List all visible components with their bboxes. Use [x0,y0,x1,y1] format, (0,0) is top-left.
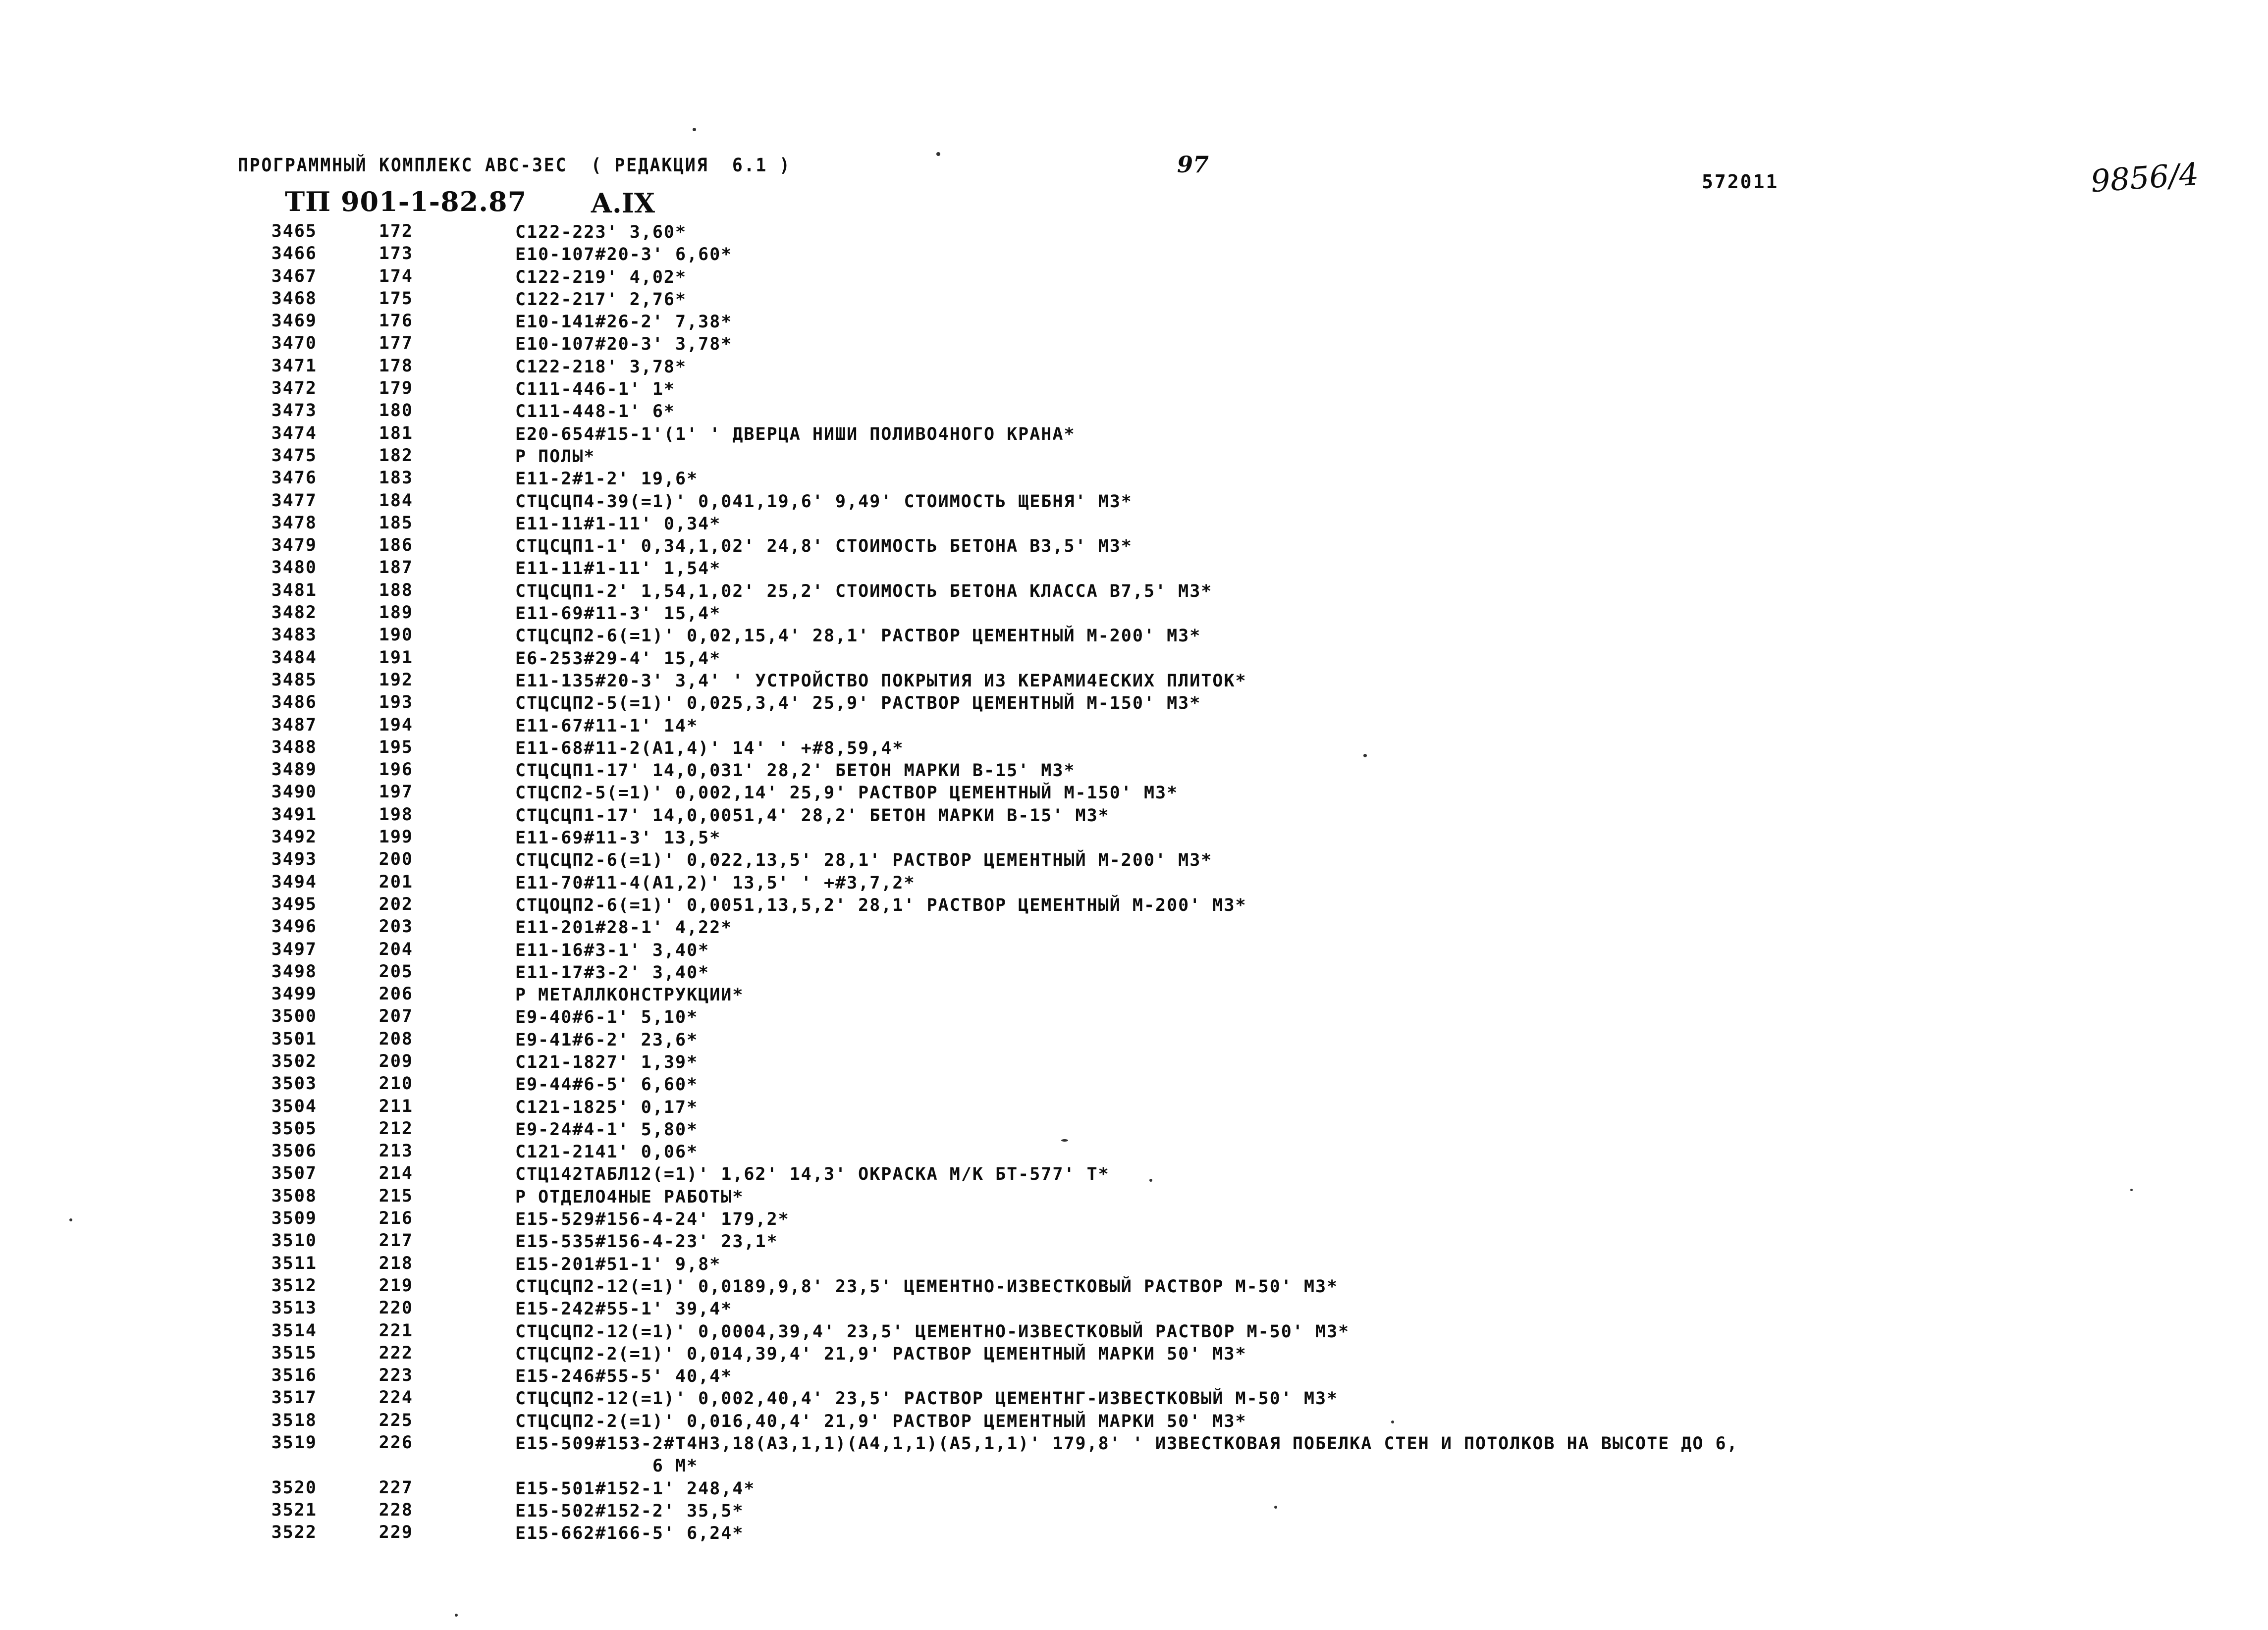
row-text: Е11-2#1-2' 19,6* [515,469,699,489]
program-header [238,155,791,176]
row-line-number: 3488 [271,737,317,757]
row-item-number: 209 [378,1051,413,1071]
scan-speck [1061,1139,1068,1142]
row-line-number: 3500 [271,1006,317,1027]
row-text: Е11-16#3-1' 3,40* [515,940,710,960]
row-text: Е11-67#11-1' 14* [515,716,699,736]
row-text: С122-219' 4,02* [515,267,687,287]
row-text: СТЦСЦП1-17' 14,0,0051,4' 28,2' БЕТОН МАРКИ В-15' М3* [515,805,1110,826]
scan-speck [1391,1420,1394,1423]
row-text: Е9-41#6-2' 23,6* [515,1030,699,1050]
row-item-number: 190 [378,625,413,645]
row-item-number: 189 [378,603,413,623]
row-text: Е10-107#20-3' 6,60* [515,245,733,265]
row-item-number: 198 [378,804,413,825]
row-item-number: 192 [378,670,413,690]
row-item-number: 173 [378,244,413,264]
row-line-number: 3474 [271,423,317,443]
row-item-number: 219 [378,1275,413,1296]
handwritten-sheet-mark: 9856/4 [2089,156,2200,200]
row-item-number: 215 [378,1186,413,1206]
row-line-number: 3487 [271,715,317,735]
row-line-number: 3502 [271,1051,317,1071]
row-item-number: 185 [378,513,413,533]
row-text: СТЦОЦП2-6(=1)' 0,0051,13,5,2' 28,1' РАСТВОР ЦЕМЕНТНЫЙ М-200' М3* [515,895,1247,915]
row-item-number: 229 [378,1523,413,1543]
row-text: СТЦСЦП1-1' 0,34,1,02' 24,8' СТОИМОСТЬ БЕТОНА В3,5' М3* [515,536,1133,557]
row-item-number: 227 [378,1477,413,1498]
row-text: Р МЕТАЛЛКОНСТРУКЦИИ* [515,985,744,1005]
row-text: Е20-654#15-1'(1' ' ДВЕРЦА НИШИ ПОЛИВО4НОГО КРАНА* [515,424,1076,444]
row-text: СТЦСЦП2-5(=1)' 0,025,3,4' 25,9' РАСТВОР ЦЕМЕНТНЫЙ М-150' М3* [515,693,1201,714]
row-line-number: 3497 [271,939,317,959]
row-text: Е9-24#4-1' 5,80* [515,1119,699,1140]
row-item-number: 200 [378,849,413,870]
row-text: Р ОТДЕЛО4НЫЕ РАБОТЫ* [515,1187,744,1207]
row-item-number: 212 [378,1118,413,1139]
row-line-number: 3504 [271,1096,317,1116]
row-line-number: 3515 [271,1343,317,1363]
row-text: С111-446-1' 1* [515,379,676,400]
row-item-number: 223 [378,1366,413,1386]
scan-speck [455,1614,458,1617]
row-line-number: 3491 [271,804,317,825]
row-line-number: 3501 [271,1029,317,1049]
row-text: Е11-69#11-3' 15,4* [515,604,721,624]
scan-speck [936,152,940,156]
row-line-number: 3494 [271,872,317,892]
row-item-number: 182 [378,445,413,466]
row-text: Е15-529#156-4-24' 179,2* [515,1209,790,1230]
row-line-number: 3486 [271,692,317,713]
row-line-number: 3483 [271,625,317,645]
row-item-number: 220 [378,1298,413,1318]
row-line-number: 3476 [271,468,317,488]
row-line-number: 3479 [271,535,317,556]
row-text: Е11-135#20-3' 3,4' ' УСТРОЙСТВО ПОКРЫТИЯ ИЗ КЕРАМИ4ЕСКИХ ПЛИТОК* [515,671,1247,691]
row-line-number: 3469 [271,311,317,331]
row-text: Е15-502#152-2' 35,5* [515,1501,744,1521]
row-item-number: 224 [378,1388,413,1408]
row-line-number: 3490 [271,782,317,802]
row-text: Е11-70#11-4(А1,2)' 13,5' ' +#3,7,2* [515,873,916,893]
row-text: СТЦСЦП2-12(=1)' 0,0004,39,4' 23,5' ЦЕМЕНТНО-ИЗВЕСТКОВЫЙ РАСТВОР М-50' М3* [515,1321,1350,1342]
row-line-number: 3492 [271,827,317,847]
row-line-number: 3465 [271,221,317,241]
row-text: Е11-11#1-11' 1,54* [515,559,721,579]
row-item-number: 226 [378,1433,413,1453]
page-number: 97 [1177,151,1209,178]
row-text: С122-217' 2,76* [515,289,687,310]
row-line-number: 3493 [271,849,317,870]
scan-speck [69,1218,72,1221]
row-item-number: 172 [378,221,413,241]
row-text: Р ПОЛЫ* [515,446,595,467]
row-item-number: 196 [378,760,413,780]
row-item-number: 211 [378,1096,413,1116]
row-text: Е11-17#3-2' 3,40* [515,962,710,983]
row-text: Е15-535#156-4-23' 23,1* [515,1232,778,1252]
row-item-number: 179 [378,378,413,399]
row-line-number: 3520 [271,1477,317,1498]
row-text: СТЦСЦП2-12(=1)' 0,0189,9,8' 23,5' ЦЕМЕНТНО-ИЗВЕСТКОВЫЙ РАСТВОР М-50' М3* [515,1276,1339,1297]
row-line-number: 3521 [271,1500,317,1520]
row-item-number: 207 [378,1006,413,1027]
row-line-number: 3499 [271,984,317,1004]
row-text: СТЦСЦП2-2(=1)' 0,014,39,4' 21,9' РАСТВОР ЦЕМЕНТНЫЙ МАРКИ 50' М3* [515,1344,1247,1364]
row-line-number: 3511 [271,1253,317,1273]
scan-speck [2130,1189,2133,1191]
row-item-number: 205 [378,961,413,982]
row-item-number: 208 [378,1029,413,1049]
row-item-number: 175 [378,288,413,309]
row-text: Е6-253#29-4' 15,4* [515,648,721,669]
row-text: Е11-11#1-11' 0,34* [515,514,721,534]
row-line-number: 3470 [271,333,317,354]
scan-speck [693,128,696,131]
row-item-number: 202 [378,894,413,914]
row-item-number: 210 [378,1074,413,1094]
row-line-number: 3517 [271,1388,317,1408]
row-item-number: 206 [378,984,413,1004]
row-item-number: 203 [378,917,413,937]
row-line-number: 3507 [271,1163,317,1184]
row-line-number: 3510 [271,1231,317,1251]
row-text: СТЦСЦП1-17' 14,0,031' 28,2' БЕТОН МАРКИ В-15' М3* [515,761,1076,781]
scan-speck [1363,754,1367,757]
row-text: СТЦСЦП2-6(=1)' 0,022,13,5' 28,1' РАСТВОР ЦЕМЕНТНЫЙ М-200' М3* [515,850,1213,871]
row-text: СТЦСЦП1-2' 1,54,1,02' 25,2' СТОИМОСТЬ БЕТОНА КЛАССА В7,5' М3* [515,581,1213,601]
row-item-number: 181 [378,423,413,443]
row-item-number: 177 [378,333,413,354]
row-line-number: 3471 [271,356,317,376]
row-line-number: 3512 [271,1275,317,1296]
row-text: Е15-201#51-1' 9,8* [515,1254,721,1274]
row-text: Е15-242#55-1' 39,4* [515,1299,733,1319]
row-item-number: 216 [378,1209,413,1229]
row-line-number: 3516 [271,1366,317,1386]
row-text: Е10-107#20-3' 3,78* [515,334,733,355]
row-text: Е15-246#55-5' 40,4* [515,1367,733,1387]
program-name: ПРОГРАММНЫЙ КОМПЛЕКС АВС-3ЕС [238,155,568,176]
row-item-number: 214 [378,1163,413,1184]
row-line-number: 3489 [271,760,317,780]
row-line-number: 3466 [271,244,317,264]
row-item-number: 195 [378,737,413,757]
row-item-number: 174 [378,266,413,286]
row-text: Е10-141#26-2' 7,38* [515,312,733,332]
row-item-number: 178 [378,356,413,376]
row-item-number: 199 [378,827,413,847]
row-line-number: 3519 [271,1433,317,1453]
row-line-number: 3505 [271,1118,317,1139]
row-item-number: 186 [378,535,413,556]
row-text: СТЦСЦП2-6(=1)' 0,02,15,4' 28,1' РАСТВОР ЦЕМЕНТНЫЙ М-200' М3* [515,626,1201,646]
row-text: С121-2141' 0,06* [515,1142,699,1162]
row-item-number: 191 [378,647,413,668]
row-line-number: 3509 [271,1209,317,1229]
row-line-number: 3478 [271,513,317,533]
row-line-number: 3472 [271,378,317,399]
project-code: ТП 901-1-82.87 [285,186,527,217]
row-item-number: 183 [378,468,413,488]
row-text: С121-1825' 0,17* [515,1097,699,1117]
row-line-number: 3481 [271,580,317,600]
row-item-number: 217 [378,1231,413,1251]
row-text: Е11-69#11-3' 13,5* [515,828,721,848]
row-item-number: 176 [378,311,413,331]
row-line-number: 3484 [271,647,317,668]
row-text: С122-223' 3,60* [515,222,687,242]
row-text: Е9-44#6-5' 6,60* [515,1075,699,1095]
row-text: СТЦСЦП4-39(=1)' 0,041,19,6' 9,49' СТОИМОСТЬ ЩЕБНЯ' М3* [515,491,1133,512]
row-line-number: 3514 [271,1320,317,1341]
row-line-number: 3485 [271,670,317,690]
row-item-number: 180 [378,401,413,421]
row-line-number: 3475 [271,445,317,466]
row-line-number: 3508 [271,1186,317,1206]
row-text: С122-218' 3,78* [515,357,687,377]
row-item-number: 197 [378,782,413,802]
row-text: СТЦСЦП2-12(=1)' 0,002,40,4' 23,5' РАСТВОР ЦЕМЕНТНГ-ИЗВЕСТКОВЫЙ М-50' М3* [515,1389,1339,1409]
row-item-number: 184 [378,490,413,511]
row-item-number: 228 [378,1500,413,1520]
row-line-number: 3477 [271,490,317,511]
row-line-number: 3498 [271,961,317,982]
row-line-number: 3495 [271,894,317,914]
row-text: СТЦ142ТАБЛ12(=1)' 1,62' 14,3' ОКРАСКА М/К БТ-577' Т* [515,1164,1110,1185]
row-item-number: 201 [378,872,413,892]
row-item-number: 213 [378,1141,413,1161]
edition-label: ( РЕДАКЦИЯ 6.1 ) [591,155,791,176]
row-item-number: 221 [378,1320,413,1341]
row-item-number: 187 [378,558,413,578]
row-text: Е15-501#152-1' 248,4* [515,1478,756,1499]
row-item-number: 218 [378,1253,413,1273]
row-item-number: 225 [378,1410,413,1430]
row-text: Е15-662#166-5' 6,24* [515,1524,744,1544]
row-item-number: 222 [378,1343,413,1363]
row-line-number: 3503 [271,1074,317,1094]
row-item-number: 204 [378,939,413,959]
row-line-number: 3506 [271,1141,317,1161]
scan-speck [1149,1179,1152,1182]
album-label: А.IX [591,187,655,219]
row-text: С111-448-1' 6* [515,402,676,422]
row-line-number: 3513 [271,1298,317,1318]
row-line-number: 3468 [271,288,317,309]
row-text: Е15-509#153-2#Т4Н3,18(А3,1,1)(А4,1,1)(А5,1,1)' 179,8' ' ИЗВЕСТКОВАЯ ПОБЕЛКА СТЕН И ПОТОЛКОВ НА ВЫСОТЕ ДО 6, 6 М* [515,1434,1738,1476]
row-text: Е11-68#11-2(А1,4)' 14' ' +#8,59,4* [515,738,904,758]
row-text: С121-1827' 1,39* [515,1052,699,1072]
row-text: СТЦСП2-5(=1)' 0,002,14' 25,9' РАСТВОР ЦЕМЕНТНЫЙ М-150' М3* [515,783,1179,803]
row-text: Е9-40#6-1' 5,10* [515,1007,699,1028]
row-line-number: 3467 [271,266,317,286]
row-line-number: 3522 [271,1523,317,1543]
row-item-number: 193 [378,692,413,713]
row-text: СТЦСЦП2-2(=1)' 0,016,40,4' 21,9' РАСТВОР ЦЕМЕНТНЫЙ МАРКИ 50' М3* [515,1411,1247,1431]
document-code: 572011 [1702,171,1779,193]
scan-speck [1274,1506,1277,1509]
row-item-number: 188 [378,580,413,600]
row-line-number: 3482 [271,603,317,623]
row-text: Е11-201#28-1' 4,22* [515,918,733,938]
row-line-number: 3473 [271,401,317,421]
row-line-number: 3496 [271,917,317,937]
row-line-number: 3518 [271,1410,317,1430]
row-line-number: 3480 [271,558,317,578]
row-item-number: 194 [378,715,413,735]
